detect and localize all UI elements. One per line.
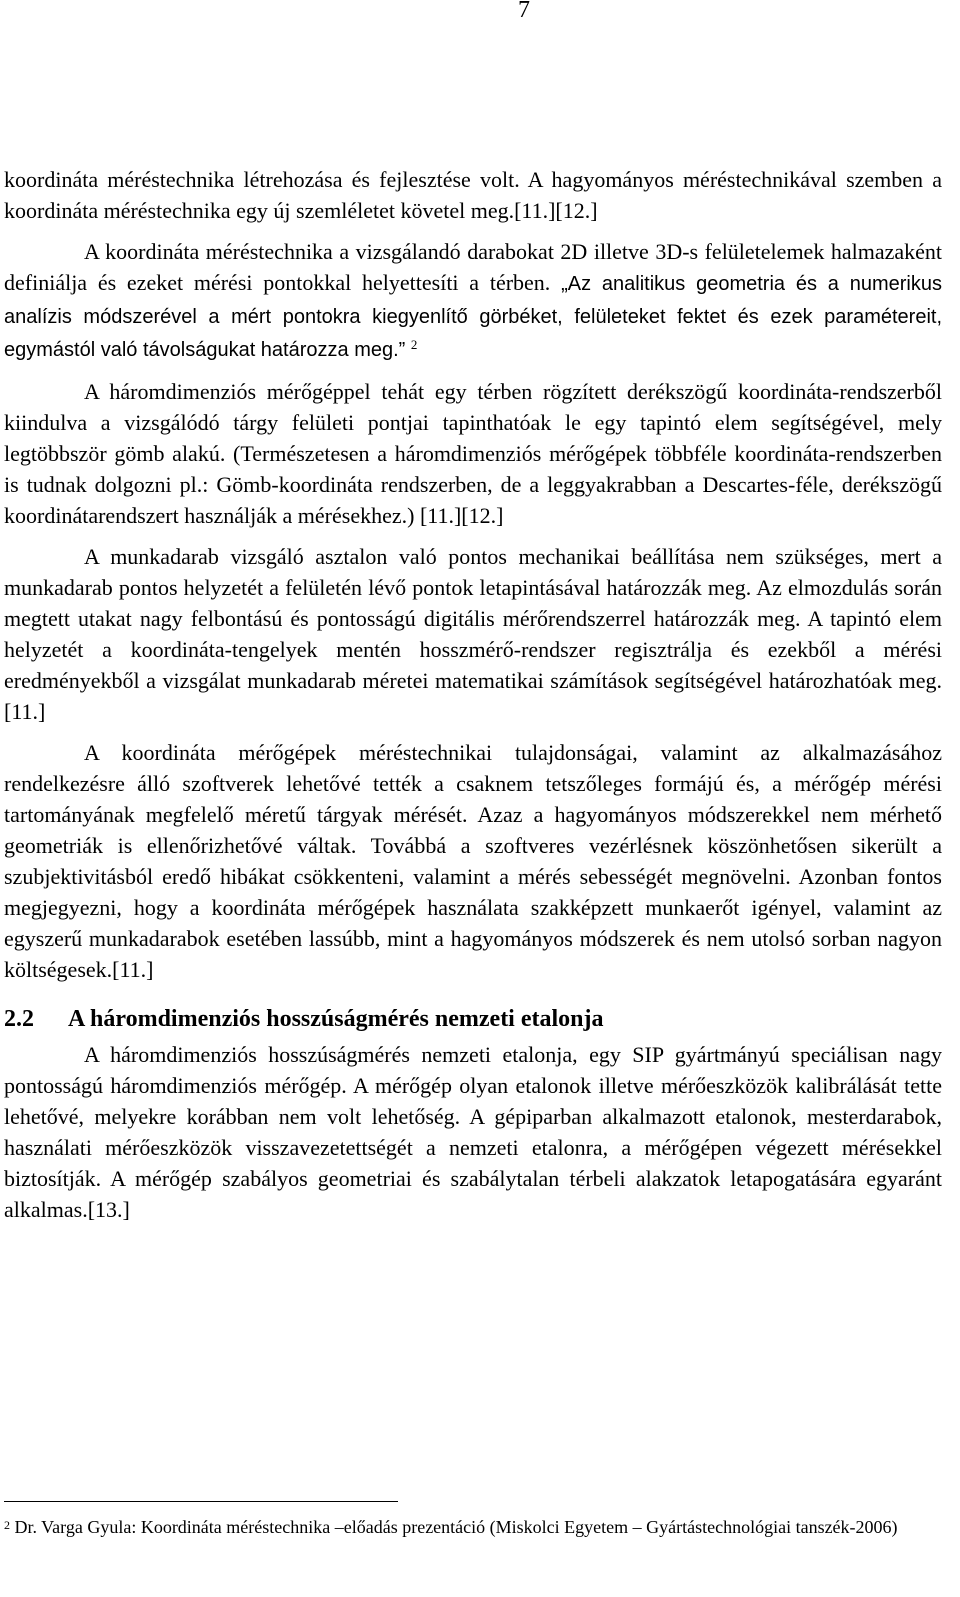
- page-number-text: 7: [518, 0, 530, 23]
- section-title: A háromdimenziós hosszúságmérés nemzeti etalonja: [68, 1006, 604, 1032]
- footnote: [4, 1514, 942, 1540]
- footnote-mark: 2: [4, 1518, 10, 1532]
- footnote-reference[interactable]: 2: [410, 337, 418, 352]
- footnote-text: Dr. Varga Gyula: Koordináta méréstechnika –előadás prezentáció (Miskolci Egyetem – Gyártástechnológiai tanszék-2006): [10, 1517, 898, 1537]
- paragraph-5: A koordináta mérőgépek méréstechnikai tulajdonságai, valamint az alkalmazásához rendelkezésre álló szoftverek lehetővé tették a csaknem tetszőleges formájú és, a mérőgép mérési tartományának megfelelő méretű tárgyak mérését. Azaz a hagyományos módszerekkel nem mérhető geometriák is ellenőrizhetővé váltak. Továbbá a szoftveres vezérlésnek köszönhetősen sikerült a szubjektivitásból eredő hibákat csökkenteni, valamint a mérés sebességét megnövelni. Azonban fontos megjegyezni, hogy a koordináta mérőgépek használata szakképzett munkaerőt igényel, valamint az egyszerű munkadarabok esetében lassúbb, mint a hagyományos módszerek és nem utolsó sorban nagyon költségesek.[11.]: [4, 740, 942, 982]
- paragraph-3: A háromdimenziós mérőgéppel tehát egy térben rögzített derékszögű koordináta-rendszerből kiindulva a vizsgálódó tárgy felületi pontjai tapinthatóak le egy tapintó elem segítségével, mely legtöbbször gömb alakú. (Természetesen a háromdimenziós mérőgépek többféle koordináta-rendszerben is tudnak dolgozni pl.: Gömb-koordináta rendszerben, de a leggyakrabban a Descartes-féle, derékszögű koordinátarendszert használják a mérésekhez.) [11.][12.]: [4, 379, 942, 528]
- section-heading: [4, 1003, 942, 1035]
- quote-text: „Az analitikus geometria és a numerikus analízis módszerével a mért pontokra kiegyenlítő görbéket, felületeket fektet és ezek paramétereit, egymástól való távolságukat határozza meg.”: [4, 273, 942, 361]
- footnote-separator: [4, 1501, 398, 1502]
- section-number: 2.2: [4, 1006, 34, 1032]
- paragraph-1: koordináta méréstechnika létrehozása és fejlesztése volt. A hagyományos méréstechnikával szemben a koordináta méréstechnika egy új szemléletet követel meg.[11.][12.]: [4, 167, 942, 223]
- paragraph-6: A háromdimenziós hosszúságmérés nemzeti etalonja, egy SIP gyártmányú speciálisan nagy pontosságú háromdimenziós mérőgép. A mérőgép olyan etalonok illetve mérőeszközök kalibrálását tette lehetővé, melyekre korábban nem volt lehetőség. A gépiparban alkalmazott etalonok, mesterdarabok, használati mérőeszközök visszavezetettségét a nemzeti etalonra, a mérőgépen végezett mérésekkel biztosítják. A mérőgép szabályos geometriai és szabálytalan térbeli alakzatok letapogatására egyaránt alkalmas.[13.]: [4, 1042, 942, 1222]
- paragraph-2: [4, 236, 942, 366]
- paragraph-2-text: A koordináta méréstechnika a vizsgálandó darabokat 2D illetve 3D-s felületelemek halmazaként definiálja és ezeket mérési pontokkal helyettesíti a térben.: [4, 239, 942, 295]
- document-body: [4, 164, 942, 1235]
- paragraph-4: A munkadarab vizsgáló asztalon való pontos mechanikai beállítása nem szükséges, mert a munkadarab pontos helyzetét a felületén lévő pontok letapintásával határozzák meg. Az elmozdulás során megtett utakat nagy felbontású és pontosságú digitális mérőrendszerrel határozzák meg. A tapintó elem helyzetét a koordináta-tengelyek mentén hosszmérő-rendszer regisztrálja és ezekből a mérési eredményekből a vizsgálat munkadarab méretei matematikai számítások segítségével határozhatóak meg.[11.]: [4, 544, 942, 724]
